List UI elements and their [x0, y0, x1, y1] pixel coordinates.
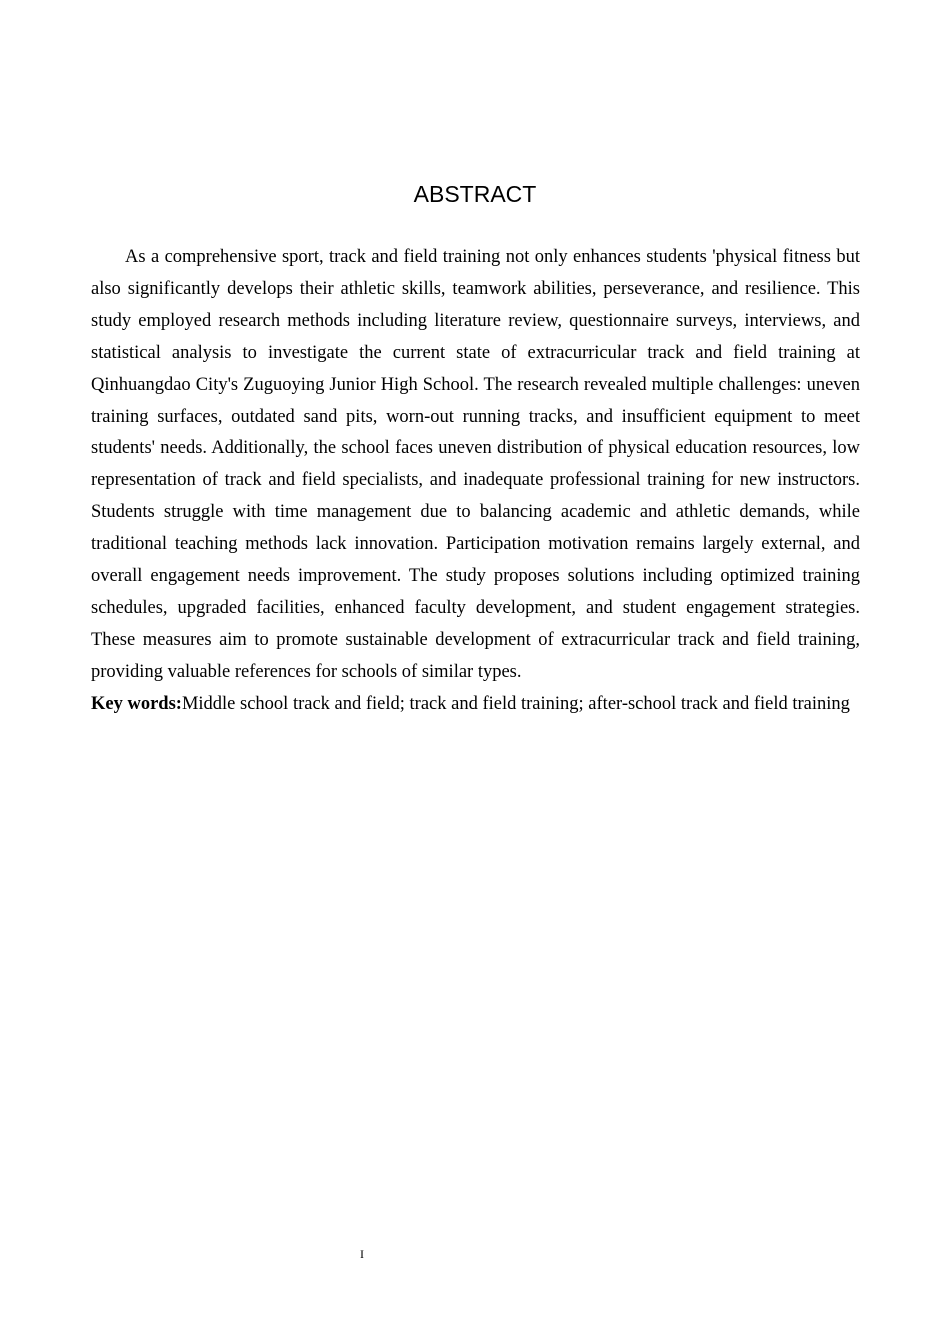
keywords-text: Middle school track and field; track and field training; after-school track and field training [181, 693, 850, 714]
abstract-paragraph: As a comprehensive sport, track and field training not only enhances students 'physical fitness but also significantly develops their athletic skills, teamwork abilities, perseverance, and resilience. This study employed research methods including literature review, questionnaire surveys, interviews, and statistical analysis to investigate the current state of extracurricular track and field training at Qinhuangdao City's Zuguoying Junior High School. The research revealed multiple challenges: uneven training surfaces, outdated sand pits, worn-out running tracks, and insufficient equipment to meet students' needs. Additionally, the school faces uneven distribution of physical education resources, low representation of track and field specialists, and inadequate professional training for new instructors. Students struggle with time management due to balancing academic and athletic demands, while traditional teaching methods lack innovation. Participation motivation remains largely external, and overall engagement needs improvement. The study proposes solutions including optimized training schedules, upgraded facilities, enhanced faculty development, and student engagement strategies. These measures aim to promote sustainable development of extracurricular track and field training, providing valuable references for schools of similar types. [91, 247, 860, 682]
keywords-label: Key words: [91, 693, 182, 714]
abstract-heading: ABSTRACT [413, 181, 537, 207]
abstract-body [91, 242, 860, 721]
page-number: I [360, 1247, 364, 1261]
keywords-paragraph [91, 689, 860, 721]
